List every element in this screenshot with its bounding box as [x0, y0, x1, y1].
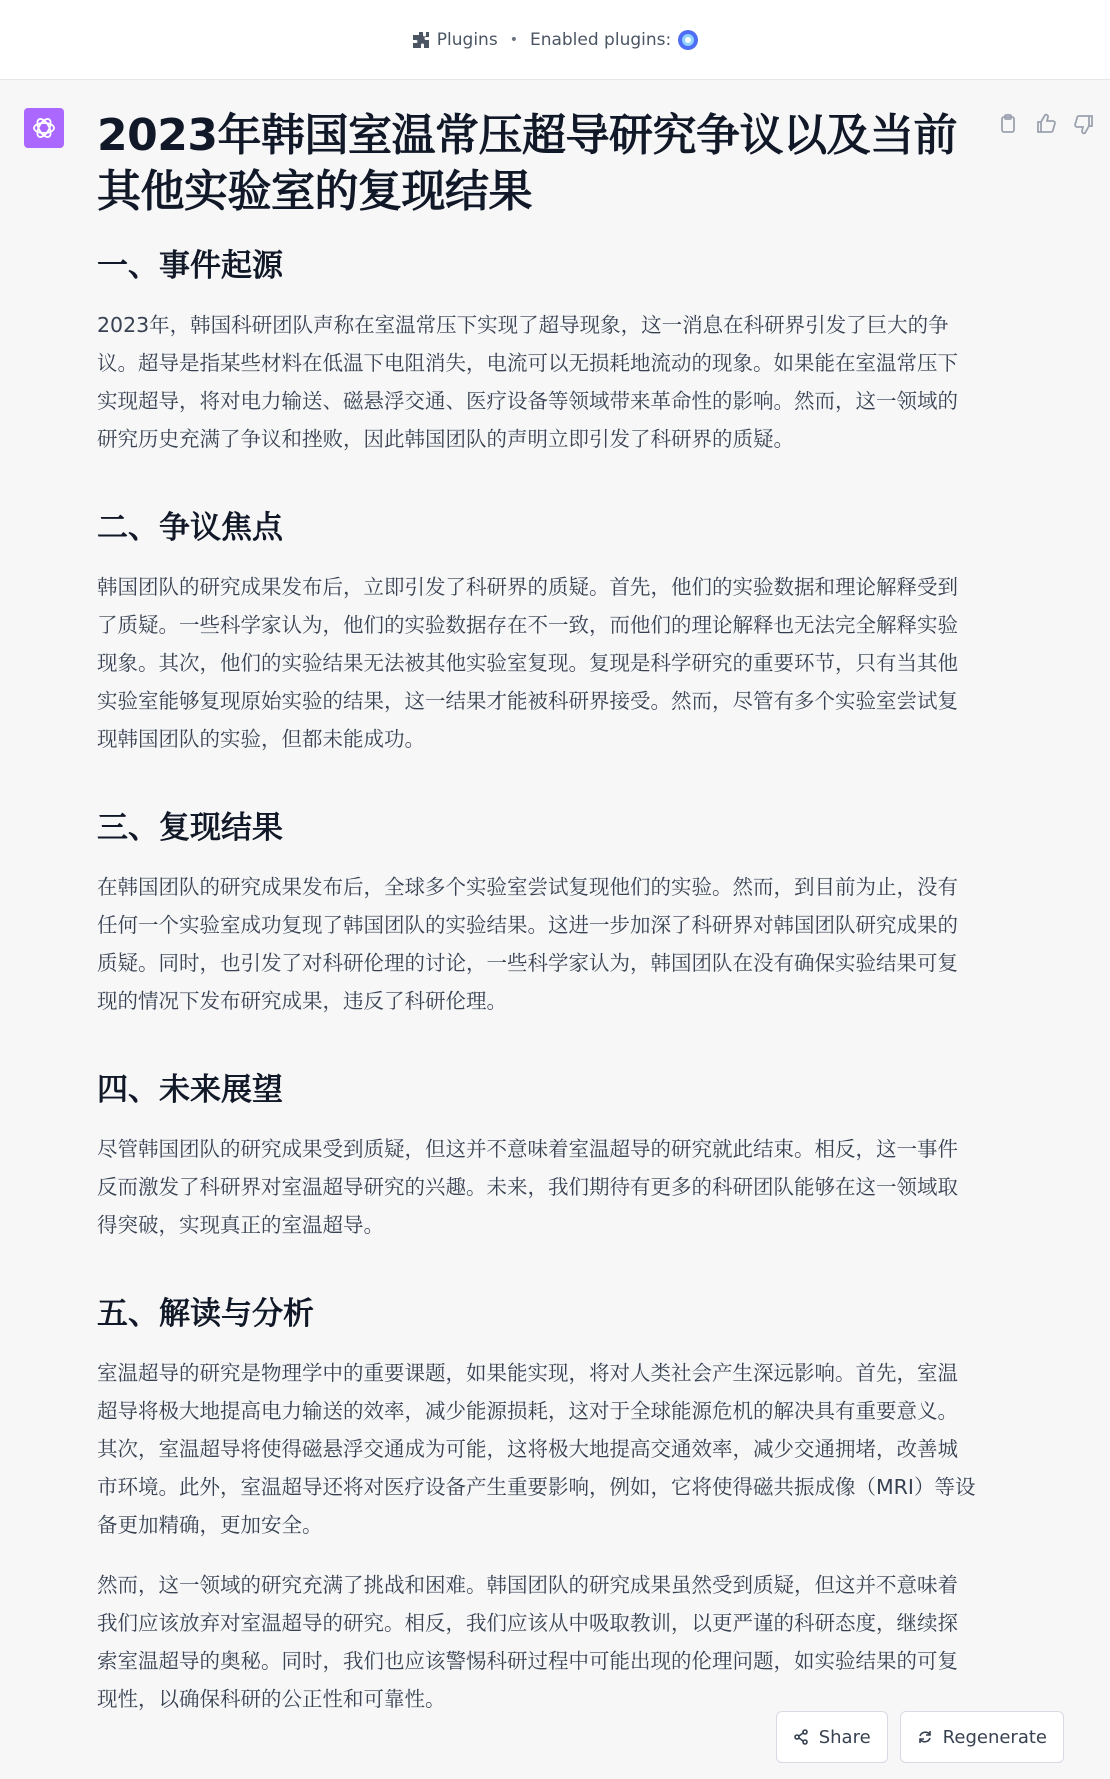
plugin-logo-icon[interactable]	[677, 29, 699, 51]
refresh-icon	[917, 1729, 933, 1745]
section-controversy	[97, 508, 977, 758]
thumbs-down-icon[interactable]	[1072, 112, 1096, 136]
regenerate-button[interactable]	[900, 1711, 1064, 1763]
section-paragraph: 室温超导的研究是物理学中的重要课题，如果能实现，将对人类社会产生深远影响。首先，室温超导将极大地提高电力输送的效率，减少能源损耗，这对于全球能源危机的解决具有重要意义。其次，室温超导将使得磁悬浮交通成为可能，这将极大地提高交通效率，减少交通拥堵，改善城市环境。此外，室温超导还将对医疗设备产生重要影响，例如，它将使得磁共振成像（MRI）等设备更加精确，更加安全。	[97, 1361, 976, 1537]
section-paragraph: 韩国团队的研究成果发布后，立即引发了科研界的质疑。首先，他们的实验数据和理论解释受到了质疑。一些科学家认为，他们的实验数据存在不一致，而他们的理论解释也无法完全解释实验现象。其次，他们的实验结果无法被其他实验室复现。复现是科学研究的重要环节，只有当其他实验室能够复现原始实验的结果，这一结果才能被科研界接受。然而，尽管有多个实验室尝试复现韩国团队的实验，但都未能成功。	[97, 575, 958, 751]
thumbs-up-icon[interactable]	[1034, 112, 1058, 136]
conversation-header	[0, 0, 1110, 80]
openai-logo-icon	[24, 108, 64, 148]
section-paragraph: 2023年，韩国科研团队声称在室温常压下实现了超导现象，这一消息在科研界引发了巨大的争议。超导是指某些材料在低温下电阻消失，电流可以无损耗地流动的现象。如果能在室温常压下实现超导，将对电力输送、磁悬浮交通、医疗设备等领域带来革命性的影响。然而，这一领域的研究历史充满了争议和挫败，因此韩国团队的声明立即引发了科研界的质疑。	[97, 313, 958, 451]
regenerate-label: Regenerate	[942, 1726, 1047, 1748]
message-actions	[996, 112, 1096, 136]
copy-icon[interactable]	[996, 112, 1020, 136]
section-heading: 五、解读与分析	[97, 1296, 314, 1332]
share-button[interactable]	[776, 1711, 888, 1763]
assistant-message	[0, 80, 1110, 1779]
share-label: Share	[818, 1726, 871, 1748]
section-analysis	[97, 1294, 977, 1718]
section-outlook	[97, 1070, 977, 1244]
floating-actions	[776, 1711, 1064, 1763]
section-heading: 四、未来展望	[97, 1072, 283, 1108]
section-heading: 二、争议焦点	[97, 510, 283, 546]
section-paragraph: 然而，这一领域的研究充满了挑战和困难。韩国团队的研究成果虽然受到质疑，但这并不意味着我们应该放弃对室温超导的研究。相反，我们应该从中吸取教训，以更严谨的科研态度，继续探索室温超导的奥秘。同时，我们也应该警惕科研过程中可能出现的伦理问题，如实验结果的可复现性，以确保科研的公正性和可靠性。	[97, 1573, 958, 1711]
share-icon	[793, 1729, 809, 1745]
header-separator: •	[509, 31, 518, 48]
puzzle-icon	[411, 30, 431, 50]
message-content	[97, 108, 977, 1768]
section-paragraph: 尽管韩国团队的研究成果受到质疑，但这并不意味着室温超导的研究就此结束。相反，这一事件反而激发了科研界对室温超导研究的兴趣。未来，我们期待有更多的科研团队能够在这一领域取得突破，实现真正的室温超导。	[97, 1137, 958, 1237]
section-heading: 三、复现结果	[97, 810, 283, 846]
plugins-label: Plugins	[436, 29, 498, 50]
section-replication	[97, 808, 977, 1020]
section-paragraph: 在韩国团队的研究成果发布后，全球多个实验室尝试复现他们的实验。然而，到目前为止，没有任何一个实验室成功复现了韩国团队的实验结果。这进一步加深了科研界对韩国团队研究成果的质疑。同时，也引发了对科研伦理的讨论，一些科学家认为，韩国团队在没有确保实验结果可复现的情况下发布研究成果，违反了科研伦理。	[97, 875, 958, 1013]
article-title: 2023年韩国室温常压超导研究争议以及当前其他实验室的复现结果	[97, 110, 957, 217]
enabled-plugins-label: Enabled plugins:	[529, 29, 672, 50]
section-heading: 一、事件起源	[97, 248, 283, 284]
section-origin	[97, 246, 977, 458]
